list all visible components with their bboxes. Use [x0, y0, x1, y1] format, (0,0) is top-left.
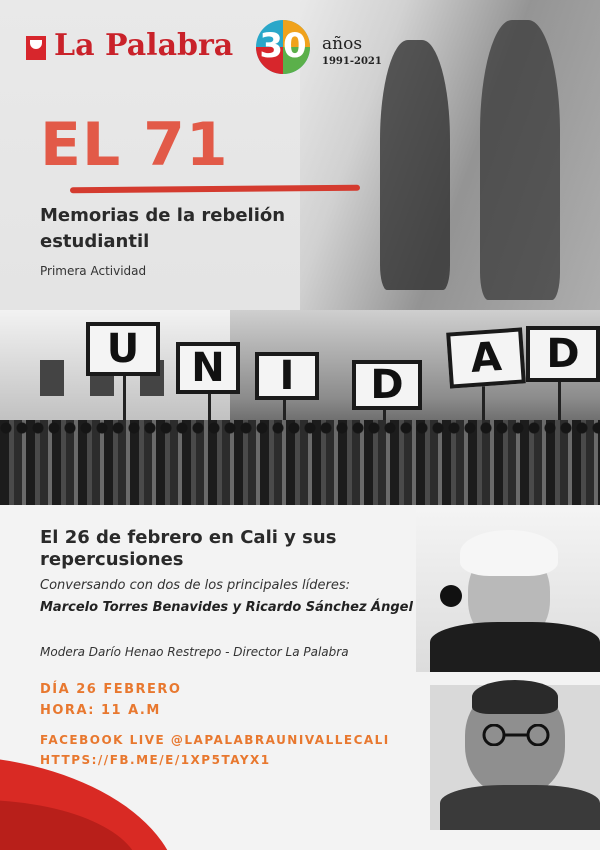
protest-sign-letter: D [352, 360, 422, 410]
protest-sign-letter: U [86, 322, 160, 376]
speaker-2-hair [472, 680, 558, 714]
poster-title: EL 71 [40, 110, 229, 180]
brand-name: La Palabra [54, 28, 234, 63]
speaker-1-body [430, 622, 600, 672]
facebook-live-handle: FACEBOOK LIVE @LAPALABRAUNIVALLECALI [40, 733, 390, 747]
speaker-names: Marcelo Torres Benavides y Ricardo Sánchez Ángel [40, 600, 413, 615]
marching-figure [380, 40, 450, 290]
poster-subtitle: Memorias de la rebelión estudiantil [40, 205, 286, 252]
activity-label: Primera Actividad [40, 264, 147, 278]
protest-sign-letter: A [446, 327, 526, 388]
marching-figure [480, 20, 560, 300]
glasses-icon [474, 724, 558, 746]
microphone-icon [440, 585, 462, 607]
la-palabra-logo-icon [26, 36, 46, 60]
crowd-heads [0, 418, 600, 438]
moderator-line: Modera Darío Henao Restrepo - Director La Palabra [40, 645, 349, 659]
anniversary-word: años [322, 34, 363, 54]
protest-sign-letter: N [176, 342, 240, 394]
event-date: DÍA 26 FEBRERO [40, 682, 182, 697]
anniversary-years: 1991-2021 [322, 56, 382, 67]
event-link[interactable]: HTTPS://FB.ME/E/1XP5TAYX1 [40, 753, 271, 767]
speaker-2-body [440, 785, 600, 830]
protest-sign-letter: D [526, 326, 600, 382]
event-heading: El 26 de febrero en Cali y sus repercusiones [40, 527, 337, 570]
protest-sign-letter: I [255, 352, 319, 400]
speaker-1-hair [460, 530, 558, 576]
event-time: HORA: 11 A.M [40, 703, 161, 718]
anniversary-number: 30 [259, 26, 307, 66]
conversation-intro: Conversando con dos de los principales líderes: [40, 578, 350, 593]
building-window [40, 360, 64, 396]
